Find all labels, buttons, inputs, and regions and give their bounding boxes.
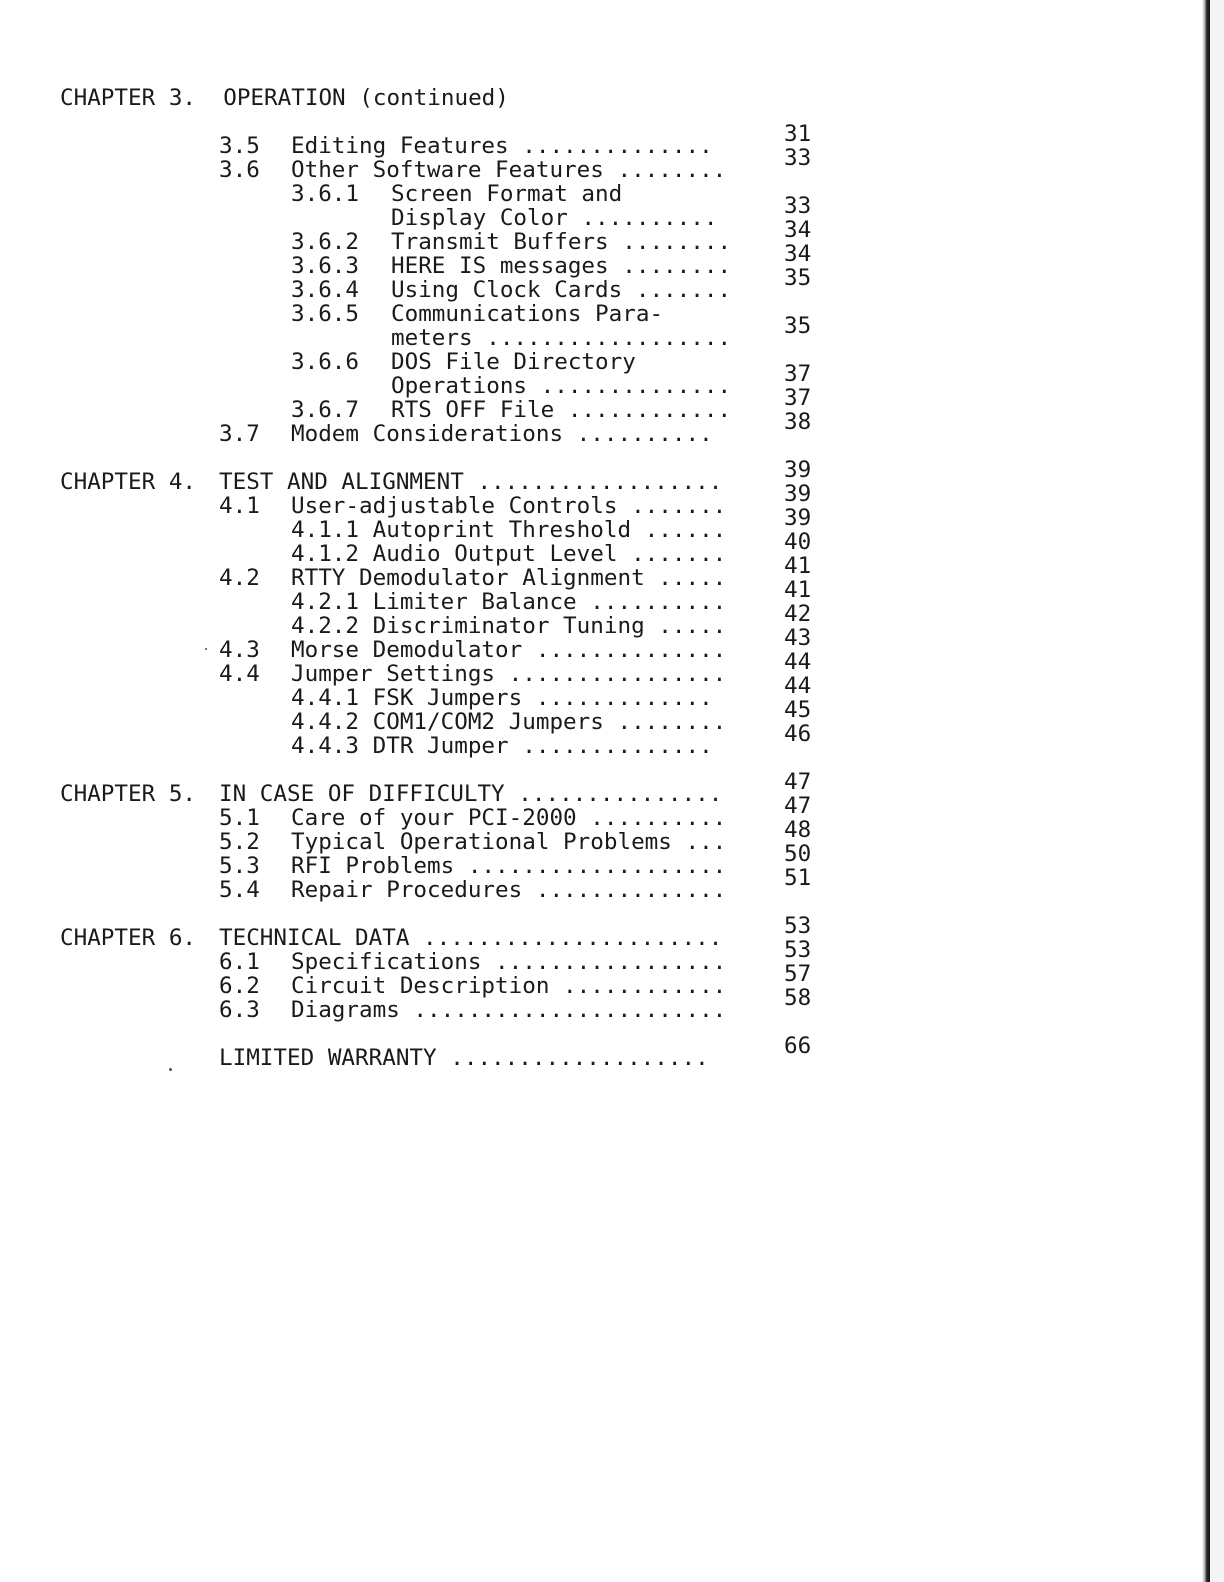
toc-section-number: 3.7: [219, 421, 260, 447]
toc-page-number: 35: [784, 313, 812, 339]
toc-entry-title: 4.4.1 FSK Jumpers .............: [291, 685, 713, 711]
toc-entry-title: meters ..................: [391, 325, 732, 351]
toc-entry-title: Jumper Settings ................: [291, 661, 727, 687]
toc-section-number: 3.6.3: [291, 253, 360, 279]
toc-entry-title: 4.4.2 COM1/COM2 Jumpers ........: [291, 709, 727, 735]
toc-page-number: 37: [784, 385, 812, 411]
toc-entry-title: 4.1.2 Audio Output Level .......: [291, 541, 727, 567]
toc-entry-title: RTS OFF File ............: [391, 397, 732, 423]
toc-page-number: 31: [784, 121, 812, 147]
toc-page-number: 47: [784, 793, 812, 819]
page-edge: [1202, 0, 1210, 1582]
scan-speck: [169, 1068, 172, 1071]
toc-section-number: 6.3: [219, 997, 260, 1023]
toc-page-number: 40: [784, 529, 812, 555]
toc-page-number: 53: [784, 937, 812, 963]
toc-entry-title: Operations ..............: [391, 373, 732, 399]
toc-page-number: 33: [784, 193, 812, 219]
scan-speck: [205, 648, 207, 650]
toc-page-number: 41: [784, 553, 812, 579]
toc-entry-title: Modem Considerations ..........: [291, 421, 713, 447]
toc-section-number: 5.4: [219, 877, 260, 903]
toc-page-number: 44: [784, 673, 812, 699]
toc-section-number: 5.3: [219, 853, 260, 879]
toc-page-number: 33: [784, 145, 812, 171]
toc-section-number: 4.1: [219, 493, 260, 519]
toc-section-number: 5.2: [219, 829, 260, 855]
toc-entry-title: Specifications .................: [291, 949, 727, 975]
toc-entry-title: 4.2.2 Discriminator Tuning .....: [291, 613, 727, 639]
toc-entry-title: Screen Format and: [391, 181, 623, 207]
toc-entry-title: Using Clock Cards .......: [391, 277, 732, 303]
toc-entry-title: Other Software Features ........: [291, 157, 727, 183]
toc-entry-title: Morse Demodulator ..............: [291, 637, 727, 663]
toc-chapter-label: CHAPTER 5.: [60, 781, 197, 807]
toc-page-number: 34: [784, 217, 812, 243]
toc-page-number: 35: [784, 265, 812, 291]
toc-entry-title: Typical Operational Problems ...: [291, 829, 727, 855]
toc-page-number: 39: [784, 481, 812, 507]
toc-section-number: 3.6.5: [291, 301, 360, 327]
toc-page-number: 45: [784, 697, 812, 723]
toc-entry-title: 4.2.1 Limiter Balance ..........: [291, 589, 727, 615]
toc-section-number: 4.4: [219, 661, 260, 687]
toc-section-number: 5.1: [219, 805, 260, 831]
toc-page-number: 57: [784, 961, 812, 987]
toc-page-number: 48: [784, 817, 812, 843]
chapter-heading: CHAPTER 3. OPERATION (continued): [60, 85, 509, 111]
toc-section-number: 3.6.6: [291, 349, 360, 375]
toc-entry-title: Repair Procedures ..............: [291, 877, 727, 903]
toc-entry-title: Editing Features ..............: [291, 133, 713, 159]
toc-entry-title: DOS File Directory: [391, 349, 636, 375]
toc-page-number: 41: [784, 577, 812, 603]
toc-entry-title: Communications Para-: [391, 301, 664, 327]
toc-page-number: 50: [784, 841, 812, 867]
toc-page-number: 51: [784, 865, 812, 891]
toc-entry-title: IN CASE OF DIFFICULTY ...............: [219, 781, 723, 807]
toc-page-number: 66: [784, 1033, 812, 1059]
toc-entry-title: RTTY Demodulator Alignment .....: [291, 565, 727, 591]
toc-section-number: 3.6.1: [291, 181, 360, 207]
toc-entry-title: HERE IS messages ........: [391, 253, 732, 279]
toc-entry-title: Diagrams .......................: [291, 997, 727, 1023]
toc-section-number: 3.5: [219, 133, 260, 159]
toc-page-number: 43: [784, 625, 812, 651]
toc-page-number: 39: [784, 505, 812, 531]
toc-entry-title: 4.4.3 DTR Jumper ..............: [291, 733, 713, 759]
toc-section-number: 3.6: [219, 157, 260, 183]
toc-section-number: 6.1: [219, 949, 260, 975]
toc-entry-title: Circuit Description ............: [291, 973, 727, 999]
toc-section-number: 3.6.2: [291, 229, 360, 255]
toc-entry-title: TEST AND ALIGNMENT ..................: [219, 469, 723, 495]
toc-page-number: 47: [784, 769, 812, 795]
toc-entry-title: Transmit Buffers ........: [391, 229, 732, 255]
page-edge-shadow: [1210, 0, 1224, 1582]
toc-chapter-label: CHAPTER 4.: [60, 469, 197, 495]
toc-chapter-label: CHAPTER 6.: [60, 925, 197, 951]
toc-page-number: 46: [784, 721, 812, 747]
toc-page-number: 42: [784, 601, 812, 627]
toc-page-number: 53: [784, 913, 812, 939]
toc-page-number: 34: [784, 241, 812, 267]
toc-section-number: 6.2: [219, 973, 260, 999]
toc-page-number: 58: [784, 985, 812, 1011]
toc-page-number: 37: [784, 361, 812, 387]
toc-entry-title: Display Color ..........: [391, 205, 718, 231]
toc-entry-title: User-adjustable Controls .......: [291, 493, 727, 519]
toc-entry-title: RFI Problems ...................: [291, 853, 727, 879]
toc-entry-title: TECHNICAL DATA ......................: [219, 925, 723, 951]
toc-entry-title: LIMITED WARRANTY ...................: [219, 1045, 709, 1071]
toc-page-number: 44: [784, 649, 812, 675]
toc-section-number: 3.6.7: [291, 397, 360, 423]
toc-page-number: 38: [784, 409, 812, 435]
toc-section-number: 4.2: [219, 565, 260, 591]
toc-section-number: 3.6.4: [291, 277, 360, 303]
toc-section-number: 4.3: [219, 637, 260, 663]
toc-entry-title: 4.1.1 Autoprint Threshold ......: [291, 517, 727, 543]
toc-page-number: 39: [784, 457, 812, 483]
toc-entry-title: Care of your PCI-2000 ..........: [291, 805, 727, 831]
